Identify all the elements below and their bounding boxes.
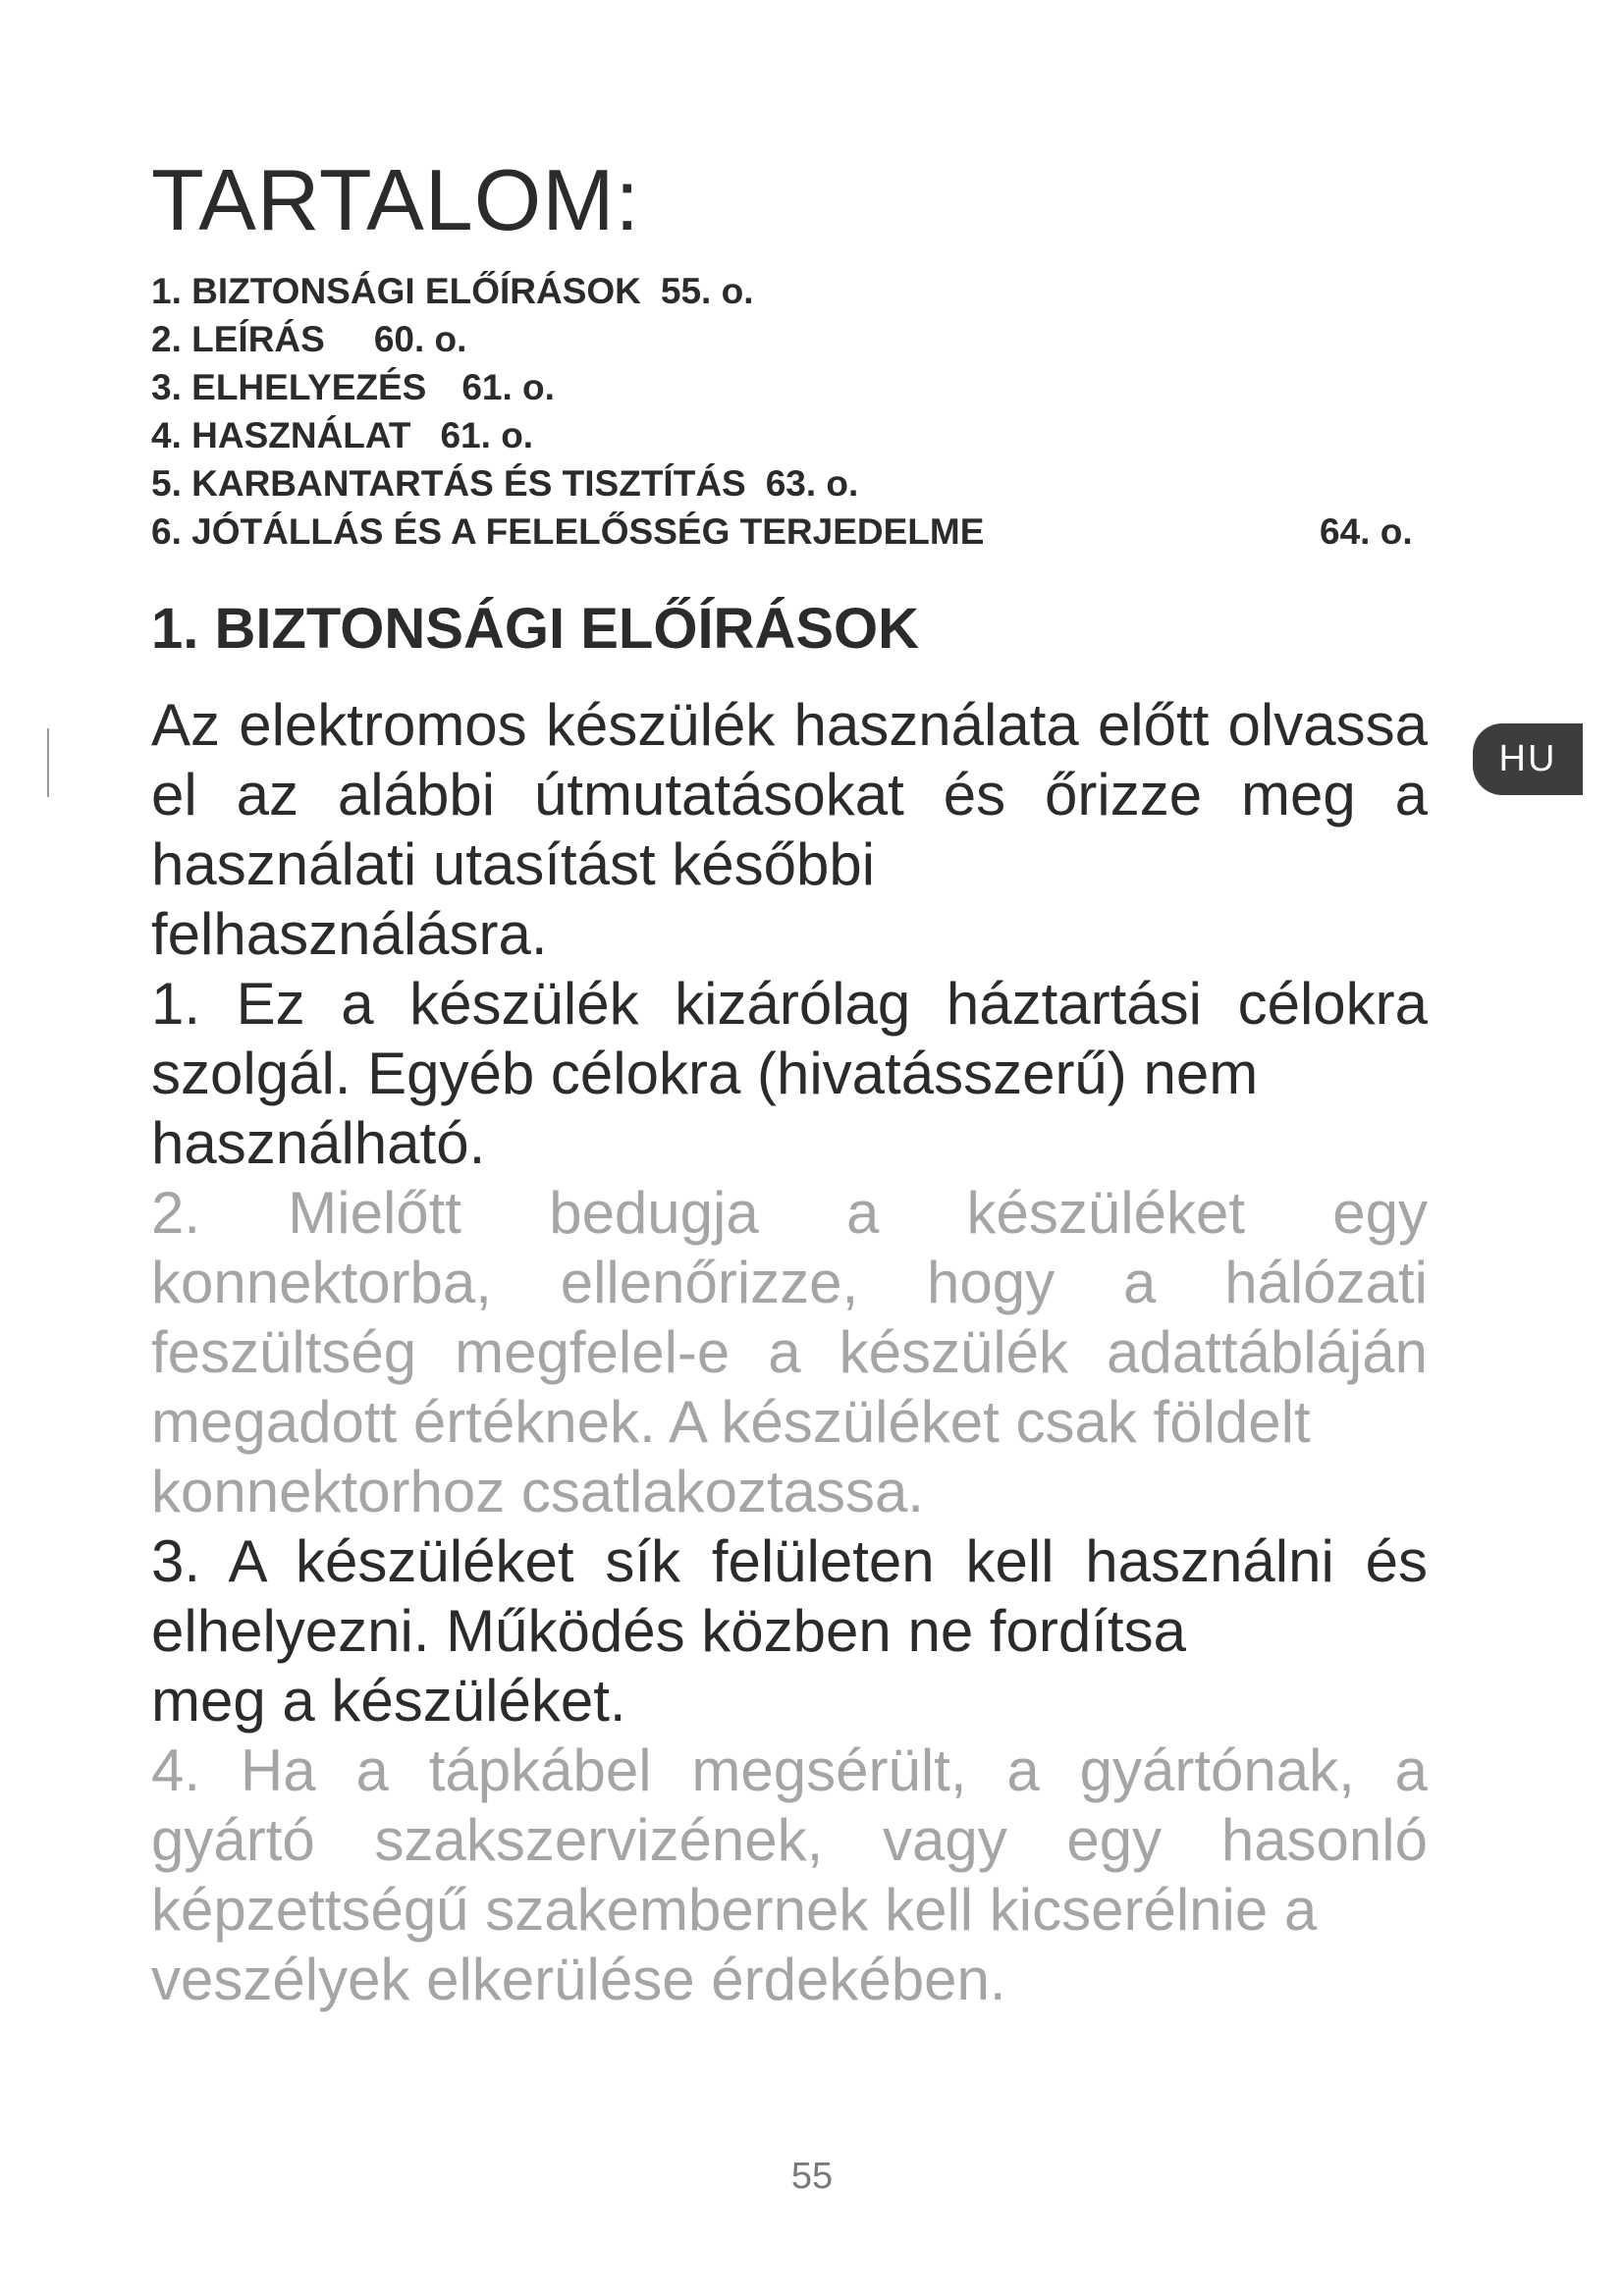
toc-item — [151, 411, 1428, 459]
toc-item-label: 1. BIZTONSÁGI ELŐÍRÁSOK — [151, 271, 641, 311]
table-of-contents — [151, 267, 1428, 556]
paragraph-text: 1. Ez a készülék kizárólag háztartási célokra szolgál. Egyéb célokra (hivatásszerű) nem — [151, 971, 1428, 1106]
toc-item-label: 3. ELHELYEZÉS — [151, 367, 427, 407]
toc-item — [151, 459, 1428, 507]
section-heading: 1. BIZTONSÁGI ELŐÍRÁSOK — [151, 597, 920, 661]
paragraph-text: 3. A készüléket sík felületen kell használni és elhelyezni. Működés közben ne fordítsa — [151, 1528, 1428, 1664]
toc-item-label: 4. HASZNÁLAT — [151, 415, 411, 455]
toc-item — [151, 315, 1428, 363]
toc-item — [151, 507, 1428, 556]
toc-item-page: 63. o. — [765, 463, 859, 504]
rule-4-paragraph — [151, 1735, 1428, 2014]
toc-item-page: 61. o. — [461, 367, 555, 407]
toc-item-page: 60. o. — [373, 319, 467, 359]
toc-item — [151, 363, 1428, 411]
page-number: 55 — [790, 2156, 834, 2197]
intro-paragraph — [151, 690, 1428, 969]
toc-item-label: 2. LEÍRÁS — [151, 319, 325, 359]
toc-item — [151, 267, 1428, 315]
rule-3-paragraph — [151, 1526, 1428, 1735]
language-tab: HU — [1473, 723, 1583, 795]
toc-item-label: 5. KARBANTARTÁS ÉS TISZTÍTÁS — [151, 463, 746, 504]
paragraph-last-line: meg a készüléket. — [151, 1668, 626, 1734]
safety-text — [151, 690, 1428, 2014]
paragraph-text: Az elektromos készülék használata előtt olvassa el az alábbi útmutatásokat és őrizze meg a használati utasítást későbbi — [151, 692, 1428, 897]
paragraph-last-line: konnektorhoz csatlakoztassa. — [151, 1459, 925, 1524]
margin-mark — [47, 728, 49, 797]
paragraph-last-line: veszélyek elkerülése érdekében. — [151, 1947, 1006, 2012]
toc-item-page: 64. o. — [1320, 511, 1413, 552]
page-title: TARTALOM: — [151, 151, 640, 248]
paragraph-last-line: felhasználásra. — [151, 901, 548, 967]
paragraph-text: 4. Ha a tápkábel megsérült, a gyártónak, a gyártó szakszervizének, vagy egy hasonló képzettségű szakembernek kell kicserélnie a — [151, 1737, 1428, 1943]
rule-1-paragraph — [151, 969, 1428, 1178]
paragraph-text: 2. Mielőtt bedugja a készüléket egy konnektorba, ellenőrizze, hogy a hálózati feszültség megfelel-e a készülék adattábláján megadott értéknek. A készüléket csak földelt — [151, 1180, 1428, 1455]
rule-2-paragraph — [151, 1178, 1428, 1526]
toc-item-page: 61. o. — [440, 415, 534, 455]
paragraph-last-line: használható. — [151, 1110, 486, 1176]
toc-item-page: 55. o. — [660, 271, 754, 311]
toc-item-label: 6. JÓTÁLLÁS ÉS A FELELŐSSÉG TERJEDELME — [151, 511, 985, 552]
